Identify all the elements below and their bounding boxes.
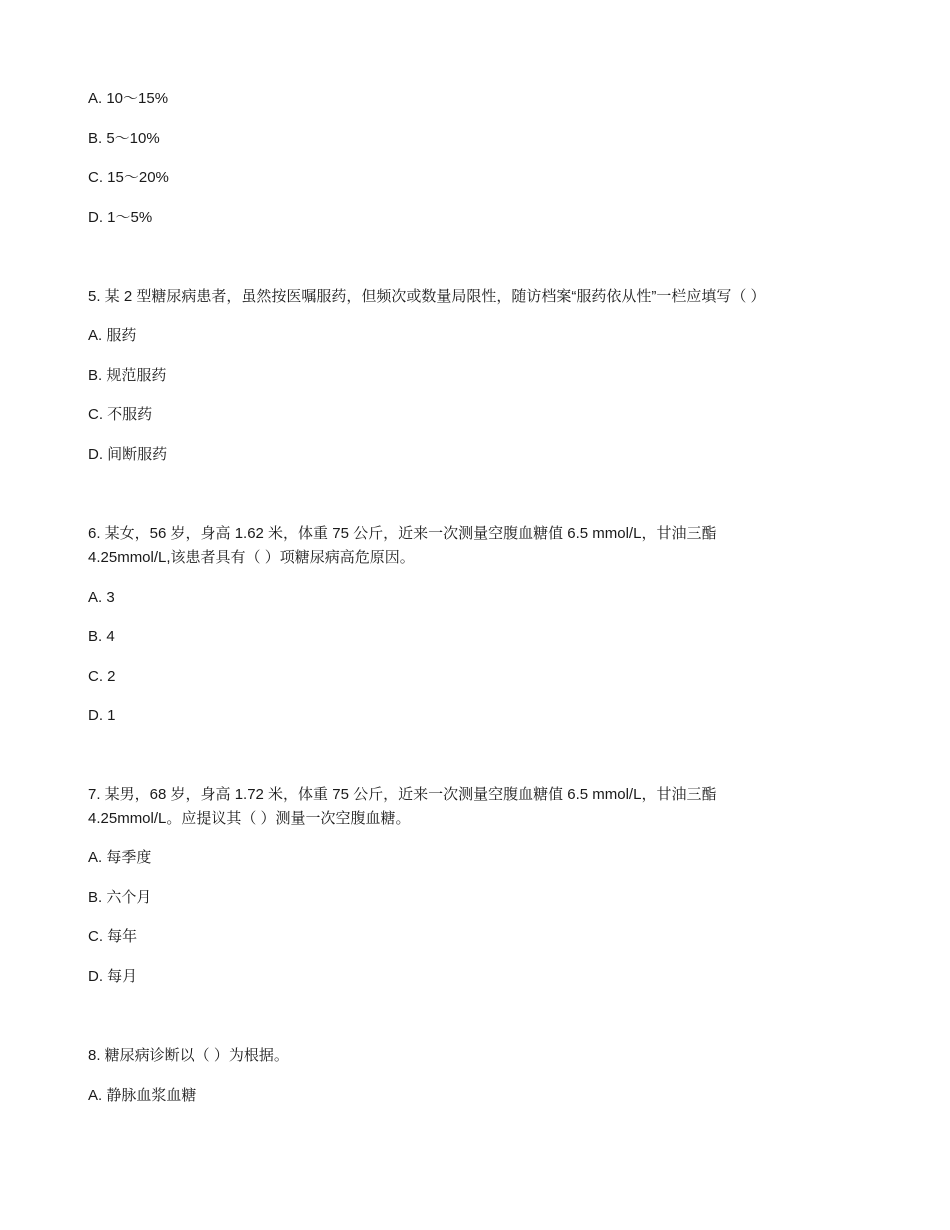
q7-option-b: B. 六个月 — [88, 889, 152, 906]
q5-option-c: C. 不服药 — [88, 406, 153, 423]
question-6-stem-line-1: 6. 某女，56 岁，身高 1.62 米，体重 75 公斤，近来一次测量空腹血糖值 6.5 mmol/L，甘油三酯 — [88, 525, 717, 542]
option-c: C. 15～20% — [88, 169, 169, 186]
q6-option-b: B. 4 — [88, 628, 115, 645]
q5-option-b: B. 规范服药 — [88, 367, 167, 384]
q5-option-a: A. 服药 — [88, 327, 137, 344]
q6-option-c: C. 2 — [88, 668, 116, 685]
q6-option-a: A. 3 — [88, 589, 115, 606]
question-7-stem-line-1: 7. 某男，68 岁，身高 1.72 米，体重 75 公斤，近来一次测量空腹血糖值 6.5 mmol/L，甘油三酯 — [88, 786, 717, 803]
question-6-stem-line-2: 4.25mmol/L,该患者具有（ ）项糖尿病高危原因。 — [88, 549, 415, 566]
q7-option-d: D. 每月 — [88, 968, 138, 985]
option-a: A. 10～15% — [88, 90, 169, 107]
option-d: D. 1～5% — [88, 209, 153, 226]
q6-option-d: D. 1 — [88, 707, 116, 724]
question-8-stem: 8. 糖尿病诊断以（ ）为根据。 — [88, 1047, 289, 1064]
question-7-stem-line-2: 4.25mmol/L。应提议其（ ）测量一次空腹血糖。 — [88, 810, 411, 827]
q7-option-c: C. 每年 — [88, 928, 138, 945]
q5-option-d: D. 间断服药 — [88, 446, 168, 463]
q8-option-a: A. 静脉血浆血糖 — [88, 1087, 197, 1104]
question-5-stem: 5. 某 2 型糖尿病患者，虽然按医嘱服药，但频次或数量局限性，随访档案“服药依从性”一栏应填写（ ） — [88, 288, 766, 305]
q7-option-a: A. 每季度 — [88, 849, 152, 866]
option-b: B. 5～10% — [88, 130, 160, 147]
